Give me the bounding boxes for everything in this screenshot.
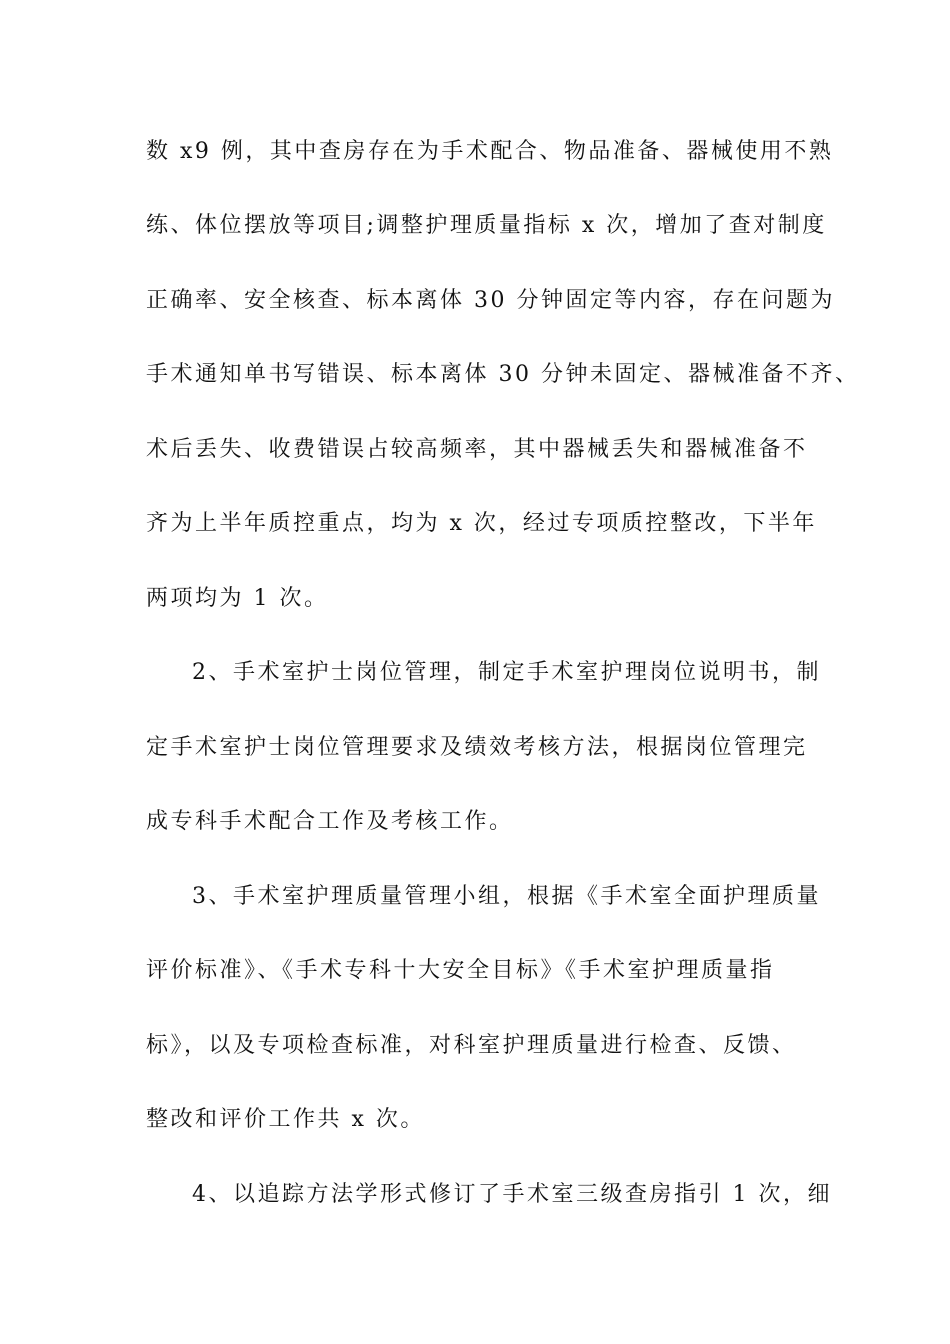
text-line: 正确率、安全核查、标本离体 30 分钟固定等内容，存在问题为 [146, 288, 835, 313]
text-line: 手术通知单书写错误、标本离体 30 分钟未固定、器械准备不齐、 [146, 362, 860, 387]
text-line: 两项均为 1 次。 [146, 586, 329, 611]
text-line: 齐为上半年质控重点，均为 x 次，经过专项质控整改，下半年 [146, 511, 817, 536]
text-line: 练、体位摆放等项目;调整护理质量指标 x 次，增加了查对制度 [146, 213, 827, 238]
paragraph-start-line: 3、手术室护理质量管理小组，根据《手术室全面护理质量 [192, 884, 821, 909]
text-line: 定手术室护士岗位管理要求及绩效考核方法，根据岗位管理完 [146, 735, 808, 760]
text-line: 术后丢失、收费错误占较高频率，其中器械丢失和器械准备不 [146, 437, 808, 462]
text-line: 标》，以及专项检查标准，对科室护理质量进行检查、反馈、 [146, 1033, 797, 1058]
text-line: 成专科手术配合工作及考核工作。 [146, 809, 514, 834]
text-line: 整改和评价工作共 x 次。 [146, 1107, 425, 1132]
paragraph-start-line: 2、手术室护士岗位管理，制定手术室护理岗位说明书，制 [192, 660, 821, 685]
text-line: 评价标准》、《手术专科十大安全目标》《手术室护理质量指 [146, 958, 775, 983]
text-line: 数 x9 例，其中查房存在为手术配合、物品准备、器械使用不熟 [146, 139, 834, 164]
paragraph-start-line: 4、以追踪方法学形式修订了手术室三级查房指引 1 次，细 [192, 1182, 832, 1207]
